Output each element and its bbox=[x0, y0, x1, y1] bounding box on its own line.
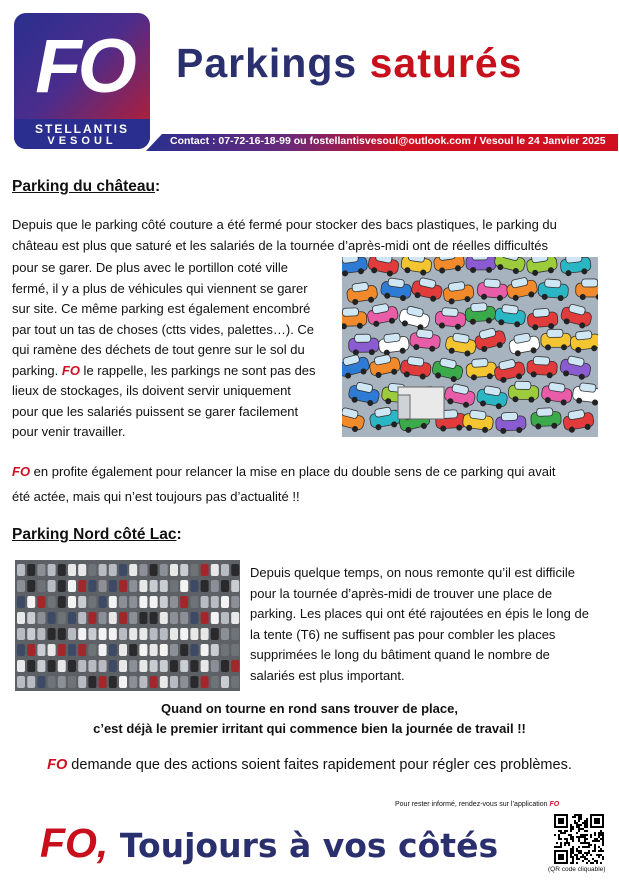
heading-text: Parking du château bbox=[12, 178, 155, 195]
fo-mark: FO bbox=[12, 464, 31, 479]
paragraph-line: pour la tournée d’après-midi de trouver une place de bbox=[250, 585, 553, 601]
bold-statement-line2: c’est déjà le premier irritant qui commence bien la journée de travail !! bbox=[93, 721, 526, 736]
traffic-jam-illustration bbox=[342, 257, 598, 437]
cars-drawing bbox=[342, 257, 598, 437]
parking-lot-drawing bbox=[15, 560, 240, 691]
heading-suffix: : bbox=[154, 178, 161, 195]
section-heading-chateau bbox=[12, 178, 160, 196]
logo-subtitle-city: VESOUL bbox=[47, 135, 117, 147]
qr-code[interactable] bbox=[554, 814, 604, 864]
logo-subtitle-company: STELLANTIS bbox=[35, 122, 129, 136]
paragraph-line: lieux de stockages, ils doivent servir uniquement bbox=[12, 383, 291, 398]
text: en profite également pour relancer la mise en place du double sens de ce parking qui avait bbox=[30, 464, 556, 479]
heading-suffix: : bbox=[176, 526, 182, 543]
bold-statement-line1: Quand on tourne en rond sans trouver de place, bbox=[161, 701, 458, 716]
paragraph-line: la tente (T6) ne suffisent pas pour combler les places bbox=[250, 626, 556, 642]
paragraph-line: salariés est plus important. bbox=[250, 667, 405, 683]
qr-caption: (QR code cliquable) bbox=[548, 866, 606, 873]
paragraph-line bbox=[12, 462, 555, 483]
demand-line bbox=[0, 757, 619, 773]
paragraph-line: Depuis que le parking côté couture a été fermé pour stocker des bacs plastiques, le parking du bbox=[12, 217, 557, 232]
slogan-fo: FO, bbox=[40, 820, 109, 866]
paragraph-line: été actée, mais qui n’est toujours pas d’actualité !! bbox=[12, 489, 300, 504]
paragraph-column bbox=[12, 258, 342, 443]
slogan bbox=[40, 820, 498, 867]
stay-informed-note bbox=[395, 801, 559, 808]
text: Pour rester informé, rendez-vous sur l’application bbox=[395, 801, 548, 808]
paragraph-line: qui ramène des déchets de tout genre sur le sol du bbox=[12, 342, 305, 357]
text: parking. bbox=[12, 362, 62, 378]
qr-code-icon bbox=[554, 814, 604, 864]
paragraph-line: fermé, il y a plus de véhicules qui viennent se garer bbox=[12, 280, 308, 296]
parking-lot-photo bbox=[15, 560, 240, 691]
contact-info: Contact : 07-72-16-18-99 ou fostellantisvesoul@outlook.com / Vesoul le 24 Janvier 2025 bbox=[170, 135, 606, 147]
title-part2: saturés bbox=[369, 40, 523, 86]
title-part1: Parkings bbox=[176, 40, 358, 86]
paragraph-line: château est plus que saturé et les salariés de la tournée d’après-midi ont de réelles difficultés bbox=[12, 238, 548, 253]
page-title bbox=[176, 40, 522, 87]
paragraph-line bbox=[12, 361, 342, 382]
paragraph-line: supprimées le long du bâtiment quand le nombre de bbox=[250, 647, 550, 662]
section-heading-nord bbox=[12, 526, 182, 544]
paragraph-line: pour venir travailler. bbox=[12, 424, 126, 439]
paragraph-column bbox=[250, 563, 615, 686]
fo-mark: FO bbox=[549, 801, 560, 808]
heading-text: Parking Nord côté Lac bbox=[12, 526, 177, 543]
text: demande que des actions soient faites rapidement pour régler ces problèmes. bbox=[67, 757, 572, 773]
text: le rappelle, les parkings ne sont pas des bbox=[79, 362, 316, 378]
paragraph-line: par tout un tas de choses (ctts vides, palettes…). Ce bbox=[12, 321, 315, 337]
paragraph-line: parking. Les places qui ont été rajoutées en épis le long de bbox=[250, 606, 589, 621]
logo-text: FO bbox=[35, 24, 133, 109]
slogan-text: Toujours à vos côtés bbox=[108, 826, 499, 865]
paragraph-line: Depuis quelque temps, on nous remonte qu’il est difficile bbox=[250, 565, 575, 580]
paragraph-line: pour se garer. De plus avec le portillon coté ville bbox=[12, 260, 289, 275]
fo-mark: FO bbox=[47, 757, 68, 773]
fo-mark: FO bbox=[61, 362, 80, 378]
paragraph-line: pour que les salariés puissent se garer facilement bbox=[12, 403, 299, 419]
paragraph-line: sur site. Ce même parking est également encombré bbox=[12, 301, 311, 316]
fo-logo bbox=[14, 13, 150, 149]
